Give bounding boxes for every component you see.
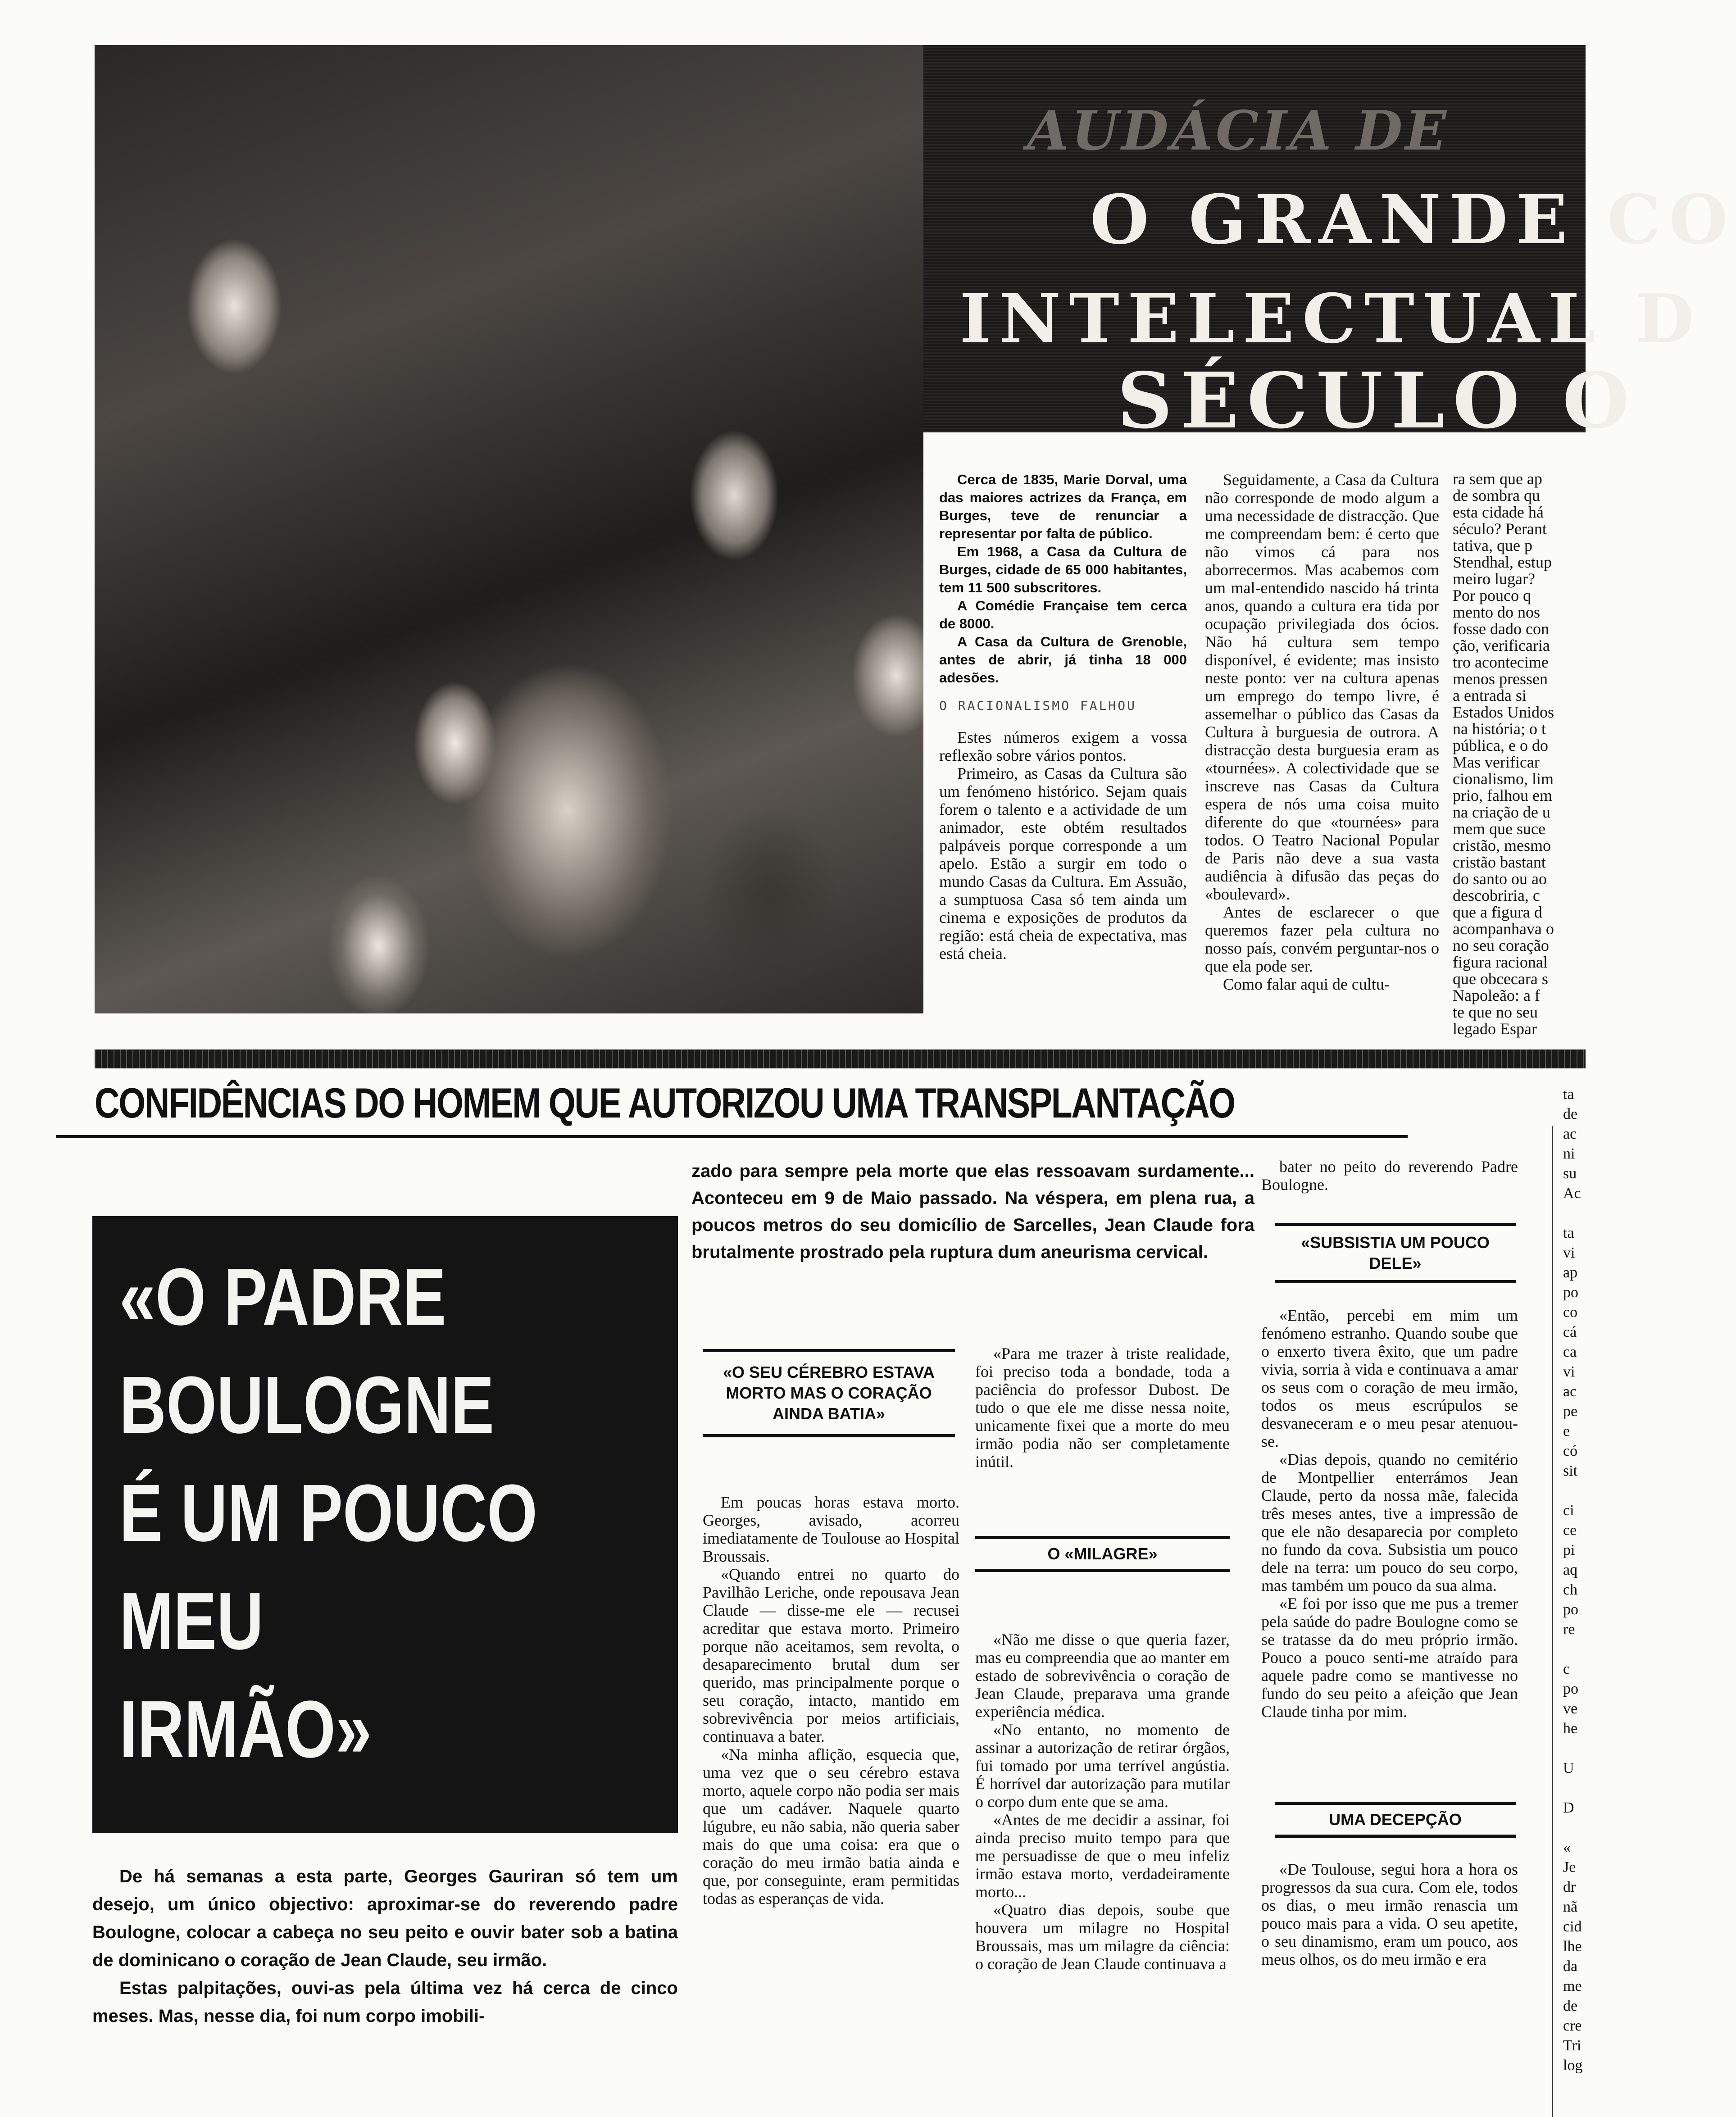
col3-line: legado Espar [1453, 1020, 1537, 1038]
edge-line: ac [1563, 1126, 1577, 1142]
col3-line: Napoleão: a f [1453, 986, 1540, 1004]
intro-lead [92, 1863, 678, 2030]
story-headline: CONFIDÊNCIAS DO HOMEM QUE AUTORIZOU UMA TRANSPLANTAÇÃO [95, 1079, 1235, 1127]
col3-line: meiro lugar? [1453, 570, 1535, 588]
col3-line: fosse dado con [1453, 620, 1549, 638]
top-story-col-1 [939, 471, 1187, 963]
box-head-decepcao: UMA DECEPÇÃO [1275, 1802, 1516, 1838]
body-para: Antes de esclarecer o que queremos fazer pela cultura no nosso país, convém perguntar-nos o que ela pode ser. [1205, 903, 1439, 975]
col3-line: pública, e o do [1453, 736, 1548, 754]
intro-para: De há semanas a esta parte, Georges Gauriran só tem um desejo, um único objectivo: aproximar-se do reverendo padre Boulogne, colocar a cabeça no seu peito e ouvir bater sob a batina de dominicano o coração de Jean Claude, seu irmão. [92, 1867, 678, 1970]
col3-line: do santo ou ao [1453, 870, 1547, 888]
subhead-racionalismo: O RACIONALISMO FALHOU [939, 698, 1137, 713]
edge-line: pe [1563, 1403, 1578, 1420]
edge-line: me [1563, 1978, 1582, 1994]
edge-line [1563, 1819, 1586, 1839]
edge-line: log [1563, 2057, 1583, 2074]
col3-line: tro acontecime [1453, 653, 1549, 671]
edge-line: aq [1563, 1562, 1578, 1578]
edge-line: ca [1563, 1344, 1577, 1360]
edge-line: ap [1563, 1264, 1578, 1281]
stat-para: Cerca de 1835, Marie Dorval, uma das maiores actrizes da França, em Burges, teve de renunciar a representar por falta de público. [939, 472, 1187, 541]
edge-line: vi [1563, 1363, 1575, 1380]
pull-quote-line: É UM POUCO [119, 1468, 538, 1558]
col3-line: cristão bastant [1453, 853, 1546, 871]
stat-para: A Comédie Française tem cerca de 8000. [939, 598, 1187, 631]
edge-line: po [1563, 1681, 1578, 1697]
banner-line-1: O GRANDE CO [1090, 180, 1736, 259]
edge-line: de [1563, 1106, 1578, 1122]
pull-quote-line: «O PADRE [119, 1252, 446, 1342]
intro-para: Estas palpitações, ouvi-as pela última vez há cerca de cinco meses. Mas, nesse dia, foi num corpo imobili- [92, 1978, 678, 2026]
story-col-b-top: «Para me trazer à triste realidade, foi preciso toda a bondade, toda a paciência do professor Dubost. De tudo o que ele me disse nessa noite, unicamente fixei que a morte do meu irmão podia não ser completamente inútil. [975, 1345, 1230, 1471]
edge-line: po [1563, 1601, 1578, 1618]
col3-line: Stendhal, estup [1453, 553, 1552, 571]
col3-line: prio, falhou em [1453, 786, 1552, 804]
edge-line [1563, 1482, 1586, 1502]
banner-line-2: INTELECTUAL D [959, 279, 1702, 359]
edge-line [1563, 1740, 1586, 1759]
edge-line: U [1563, 1760, 1574, 1776]
edge-line: co [1563, 1304, 1578, 1321]
edge-line: sit [1563, 1463, 1578, 1479]
edge-line: Ac [1563, 1185, 1581, 1202]
top-story-col-2 [1205, 471, 1439, 993]
intro-continuation: zado para sempre pela morte que elas ressoavam surdamente... Aconteceu em 9 de Maio passado. Na véspera, em plena rua, a poucos metros do seu domicílio de Sarcelles, Jean Claude fora brutalmente prostrado pela ruptura dum aneurisma cervical. [691, 1161, 1254, 1262]
edge-line: ta [1563, 1225, 1574, 1241]
pull-quote-line: BOULOGNE [119, 1360, 495, 1450]
edge-line: ni [1563, 1145, 1575, 1162]
story-col-c-end: «De Toulouse, segui hora a hora os progressos da sua cura. Com ele, todos os dias, o meu irmão renascia um pouco mais para a vida. O seu apetite, o seu dinamismo, eram um pouco, aos meus olhos, os do meu irmão e era [1261, 1860, 1518, 1968]
edge-line: vi [1563, 1245, 1575, 1261]
story-col-c-top: bater no peito do reverendo Padre Boulogne. [1261, 1158, 1518, 1194]
col3-line: figura racional [1453, 953, 1548, 971]
stat-para: A Casa da Cultura de Grenoble, antes de abrir, já tinha 18 000 adesões. [939, 634, 1187, 686]
body-para: Como falar aqui de cultu- [1223, 975, 1390, 993]
col3-line: mem que suce [1453, 820, 1545, 838]
col3-line: Por pouco q [1453, 586, 1531, 604]
edge-line: ch [1563, 1581, 1578, 1598]
edge-line: e [1563, 1423, 1570, 1440]
edge-line [1563, 1204, 1586, 1224]
col3-line: Mas verificar [1453, 753, 1540, 771]
edge-line: có [1563, 1443, 1578, 1459]
edge-line: « [1563, 1839, 1571, 1856]
body-para: Estes números exigem a vossa reflexão sobre vários pontos. [939, 728, 1187, 764]
edge-line: cid [1563, 1918, 1582, 1935]
col3-line: acompanhava o [1453, 920, 1554, 938]
box-head-milagre: O «MILAGRE» [975, 1536, 1230, 1572]
cutoff-column [1563, 1086, 1586, 2117]
banner-line-3: SÉCULO O [1117, 356, 1637, 446]
col3-line: mento do nos [1453, 603, 1540, 621]
edge-line: ac [1563, 1383, 1577, 1400]
col3-line: que obcecara s [1453, 970, 1548, 988]
stat-para: Em 1968, a Casa da Cultura de Burges, cidade de 65 000 habitantes, tem 11 500 subscritores. [939, 544, 1187, 595]
pull-quote-box [92, 1216, 678, 1833]
col3-line: que a figura d [1453, 903, 1542, 921]
col3-line: cionalismo, lim [1453, 770, 1554, 788]
banner-kicker: AUDÁCIA DE [1027, 99, 1449, 163]
crowd-photo [95, 45, 923, 1013]
col3-line: tativa, que p [1453, 536, 1532, 554]
edge-line: su [1563, 1165, 1577, 1182]
col3-line: ção, verificaria [1453, 636, 1550, 654]
edge-line: he [1563, 1720, 1578, 1737]
edge-line: c [1563, 1661, 1570, 1677]
section-rule [95, 1049, 1586, 1068]
story-col-b: «Não me disse o que queria fazer, mas eu compreendia que ao manter em estado de sobrevivência o coração de Jean Claude, preparava uma grande experiência médica. «No entanto, no momento de assinar a autorização de retirar órgãos, fui tomado por uma terrível angústia. É horrível dar autorização para mutilar o corpo dum ente que se ama. «Antes de me decidir a assinar, foi ainda preciso muito tempo para que me persuadisse de que o meu infeliz irmão estava morto, verdadeiramente morto... «Quatro dias depois, soube que houvera um milagre no Hospital Broussais, mas um milagre da ciência: o coração de Jean Claude continuava a [975, 1631, 1230, 1973]
edge-line: da [1563, 1958, 1578, 1975]
col3-line: te que no seu [1453, 1003, 1538, 1021]
col3-line: na criação de u [1453, 803, 1550, 821]
col3-line: menos pressen [1453, 670, 1548, 688]
col3-line: na história; o t [1453, 720, 1546, 738]
col3-line: descobriria, c [1453, 886, 1540, 904]
edge-line: pi [1563, 1542, 1575, 1558]
edge-line: ce [1563, 1522, 1577, 1539]
box-head-cerebro: «O SEU CÉREBRO ESTAVA MORTO MAS O CORAÇÃO AINDA BATIA» [703, 1349, 955, 1437]
body-para: Seguidamente, a Casa da Cultura não corresponde de modo algum a uma necessidade de distracção. Que me compreendam bem: é certo que não vimos cá para nos aborrecermos. Mas acabemos com um mal-entendido nascido há trinta anos, quando a cultura era tida por ocupação privilegiada dos ócios. Não há cultura sem tempo disponível, é evidente; mas insisto neste ponto: ver na cultura apenas um emprego do tempo livre, é assemelhar o público das Casas da Cultura à burguesia de outrora. A distracção desta burguesia eram as «tournées». A colectividade que se inscreve nas Casas da Cultura espera de nós uma coisa muito diferente do que «tournées» para todos. O Teatro Nacional Popular de Paris não deve a sua vasta audiência à difusão das peças do «boulevard». [1205, 471, 1439, 903]
col3-line: de sombra qu [1453, 486, 1540, 504]
story-col-c: «Então, percebi em mim um fenómeno estranho. Quando soube que o enxerto tivera êxito, que um padre vivia, sorria à vida e continuava a amar os seus com o coração de meu irmão, todos os meus escrúpulos se desvaneceram e o meu pesar atenuou-se. «Dias depois, quando no cemitério de Montpellier enterrámos Jean Claude, perto da nossa mãe, falecida três meses antes, tive a impressão de que ele não desaparecia por completo no fundo da cova. Subsistia um pouco dele na terra: um pouco do seu corpo, mas também um pouco da sua alma. «E foi por isso que me pus a tremer pela saúde do padre Boulogne como se se tratasse da do meu próprio irmão. Pouco a pouco senti-me atraído para aquele padre como se mantivesse no fundo do seu peito a afeição que Jean Claude tinha por mim. [1261, 1306, 1518, 1721]
pull-quote-line: MEU [119, 1576, 264, 1667]
edge-line: de [1563, 1998, 1578, 2014]
box-head-subsistia: «SUBSISTIA UM POUCO DELE» [1275, 1223, 1516, 1283]
top-story-col-3 [1453, 471, 1586, 1037]
col3-line: Estados Unidos [1453, 703, 1554, 721]
edge-line: Tri [1563, 2037, 1581, 2054]
edge-line: ta [1563, 1086, 1574, 1103]
body-para: Primeiro, as Casas da Cultura são um fenómeno histórico. Sejam quais forem o talento e a actividade de um animador, este obtém resultados palpáveis porque corresponde a um apelo. Estão a surgir em todo o mundo Casas da Cultura. Em Assuão, a sumptuosa Casa só tem ainda um cinema e exposições de produtos da região: está cheia de expectativa, mas está cheia. [939, 764, 1187, 963]
edge-line: ci [1563, 1502, 1574, 1519]
col3-line: ra sem que ap [1453, 470, 1542, 488]
headline-rule [56, 1135, 1408, 1138]
col3-line: século? Perant [1453, 520, 1547, 538]
edge-line: ve [1563, 1700, 1578, 1717]
col3-line: cristão, mesmo [1453, 836, 1551, 854]
col3-line: esta cidade há [1453, 503, 1544, 521]
edge-line: D [1563, 1799, 1574, 1816]
edge-line: po [1563, 1284, 1578, 1301]
edge-line: dr [1563, 1879, 1576, 1895]
edge-line: cá [1563, 1324, 1577, 1340]
edge-line: re [1563, 1621, 1575, 1638]
edge-line [1563, 1779, 1586, 1799]
pull-quote [119, 1243, 559, 1784]
edge-line: cre [1563, 2017, 1582, 2034]
edge-line: nã [1563, 1899, 1578, 1915]
col3-line: no seu coração [1453, 936, 1549, 954]
col3-line: a entrada si [1453, 686, 1527, 704]
edge-line: Je [1563, 1859, 1576, 1876]
feature-banner [923, 45, 1736, 446]
edge-line [1563, 1640, 1586, 1660]
edge-line: lhe [1563, 1938, 1582, 1955]
pull-quote-line: IRMÃO» [119, 1684, 372, 1775]
story-col-a: Em poucas horas estava morto. Georges, avisado, acorreu imediatamente de Toulouse ao Hospital Broussais. «Quando entrei no quarto do Pavilhão Leriche, onde repousava Jean Claude — disse-me ele — recusei acreditar que estava morto. Primeiro porque não aceitamos, sem revolta, o desaparecimento brutal dum ser querido, mas principalmente porque o seu coração, intacto, mantido em sobrevivência por meios artificiais, continuava a bater. «Na minha aflição, esquecia que, uma vez que o seu cérebro estava morto, aquele corpo não podia ser mais que um cadáver. Naquele quarto lúgubre, eu não sabia, não queria saber mais do que uma coisa: era que o coração do meu irmão batia ainda e que, por conseguinte, eram permitidas todas as esperanças de vida. [703, 1493, 959, 1908]
column-rule [1552, 1126, 1553, 2117]
